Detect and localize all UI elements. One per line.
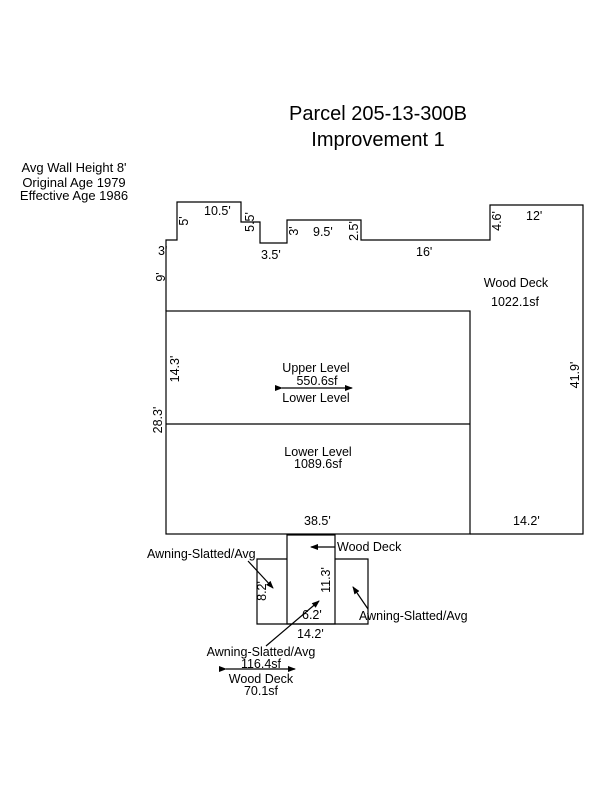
dim-12-label: 12' [526, 209, 543, 223]
dim-9-label: 9' [154, 272, 168, 282]
dim-5-label: 5' [177, 216, 191, 226]
wood-deck-outline [166, 202, 583, 534]
dim-10-5-label: 10.5' [204, 204, 231, 218]
improvement-title: Improvement 1 [311, 129, 445, 151]
awning-right-pointer-arrow [353, 587, 368, 609]
dim-3-mid-label: 3' [287, 226, 301, 236]
dim-3-5-label: 3.5' [261, 248, 281, 262]
wood-deck-small-pointer-label: Wood Deck [337, 540, 402, 554]
dim-9-5-label: 9.5' [313, 225, 333, 239]
dim-4-6-label: 4.6' [490, 211, 504, 231]
dim-8-2-label: 8.2' [255, 581, 269, 601]
dim-41-9-label: 41.9' [568, 361, 582, 389]
awning-bottom-name: Awning-Slatted/Avg [206, 645, 316, 659]
dim-6-2-label: 6.2' [302, 608, 322, 622]
effective-age-label: Effective Age 1986 [19, 188, 129, 203]
dim-3-left-label: 3' [158, 244, 168, 258]
lower-level-name: Lower Level [284, 445, 352, 459]
house-rectangle [166, 311, 470, 534]
dim-11-3-label: 11.3' [319, 567, 333, 593]
wood-deck-main-area: 1022.1sf [491, 295, 539, 309]
dim-28-3-label: 28.3' [151, 406, 165, 434]
awning-right-pointer-label: Awning-Slatted/Avg [359, 609, 468, 623]
awning-bottom-area: 116.4sf [240, 657, 282, 671]
upper-level-name: Upper Level [282, 361, 350, 375]
parcel-title: Parcel 205-13-300B [289, 103, 467, 125]
wood-deck-main-name: Wood Deck [483, 276, 549, 290]
dim-5-5-label: 5.5' [243, 212, 257, 232]
wood-deck-bottom-area: 70.1sf [243, 684, 279, 698]
dim-14-2-bottom-label: 14.2' [297, 627, 324, 641]
wall-height-label: Avg Wall Height 8' [21, 160, 127, 175]
dim-38-5-label: 38.5' [304, 514, 331, 528]
original-age-label: Original Age 1979 [22, 175, 126, 190]
dim-14-2-right-label: 14.2' [513, 514, 540, 528]
upper-level-area: 550.6sf [296, 374, 338, 388]
dim-16-label: 16' [416, 245, 433, 259]
upper-lower-level-name: Lower Level [282, 391, 350, 405]
awning-left-pointer-label: Awning-Slatted/Avg [147, 547, 256, 561]
wood-deck-bottom-name: Wood Deck [228, 672, 294, 686]
dim-14-3-label: 14.3' [168, 355, 182, 383]
lower-level-area: 1089.6sf [294, 457, 342, 471]
dim-2-5-label: 2.5' [347, 221, 361, 241]
